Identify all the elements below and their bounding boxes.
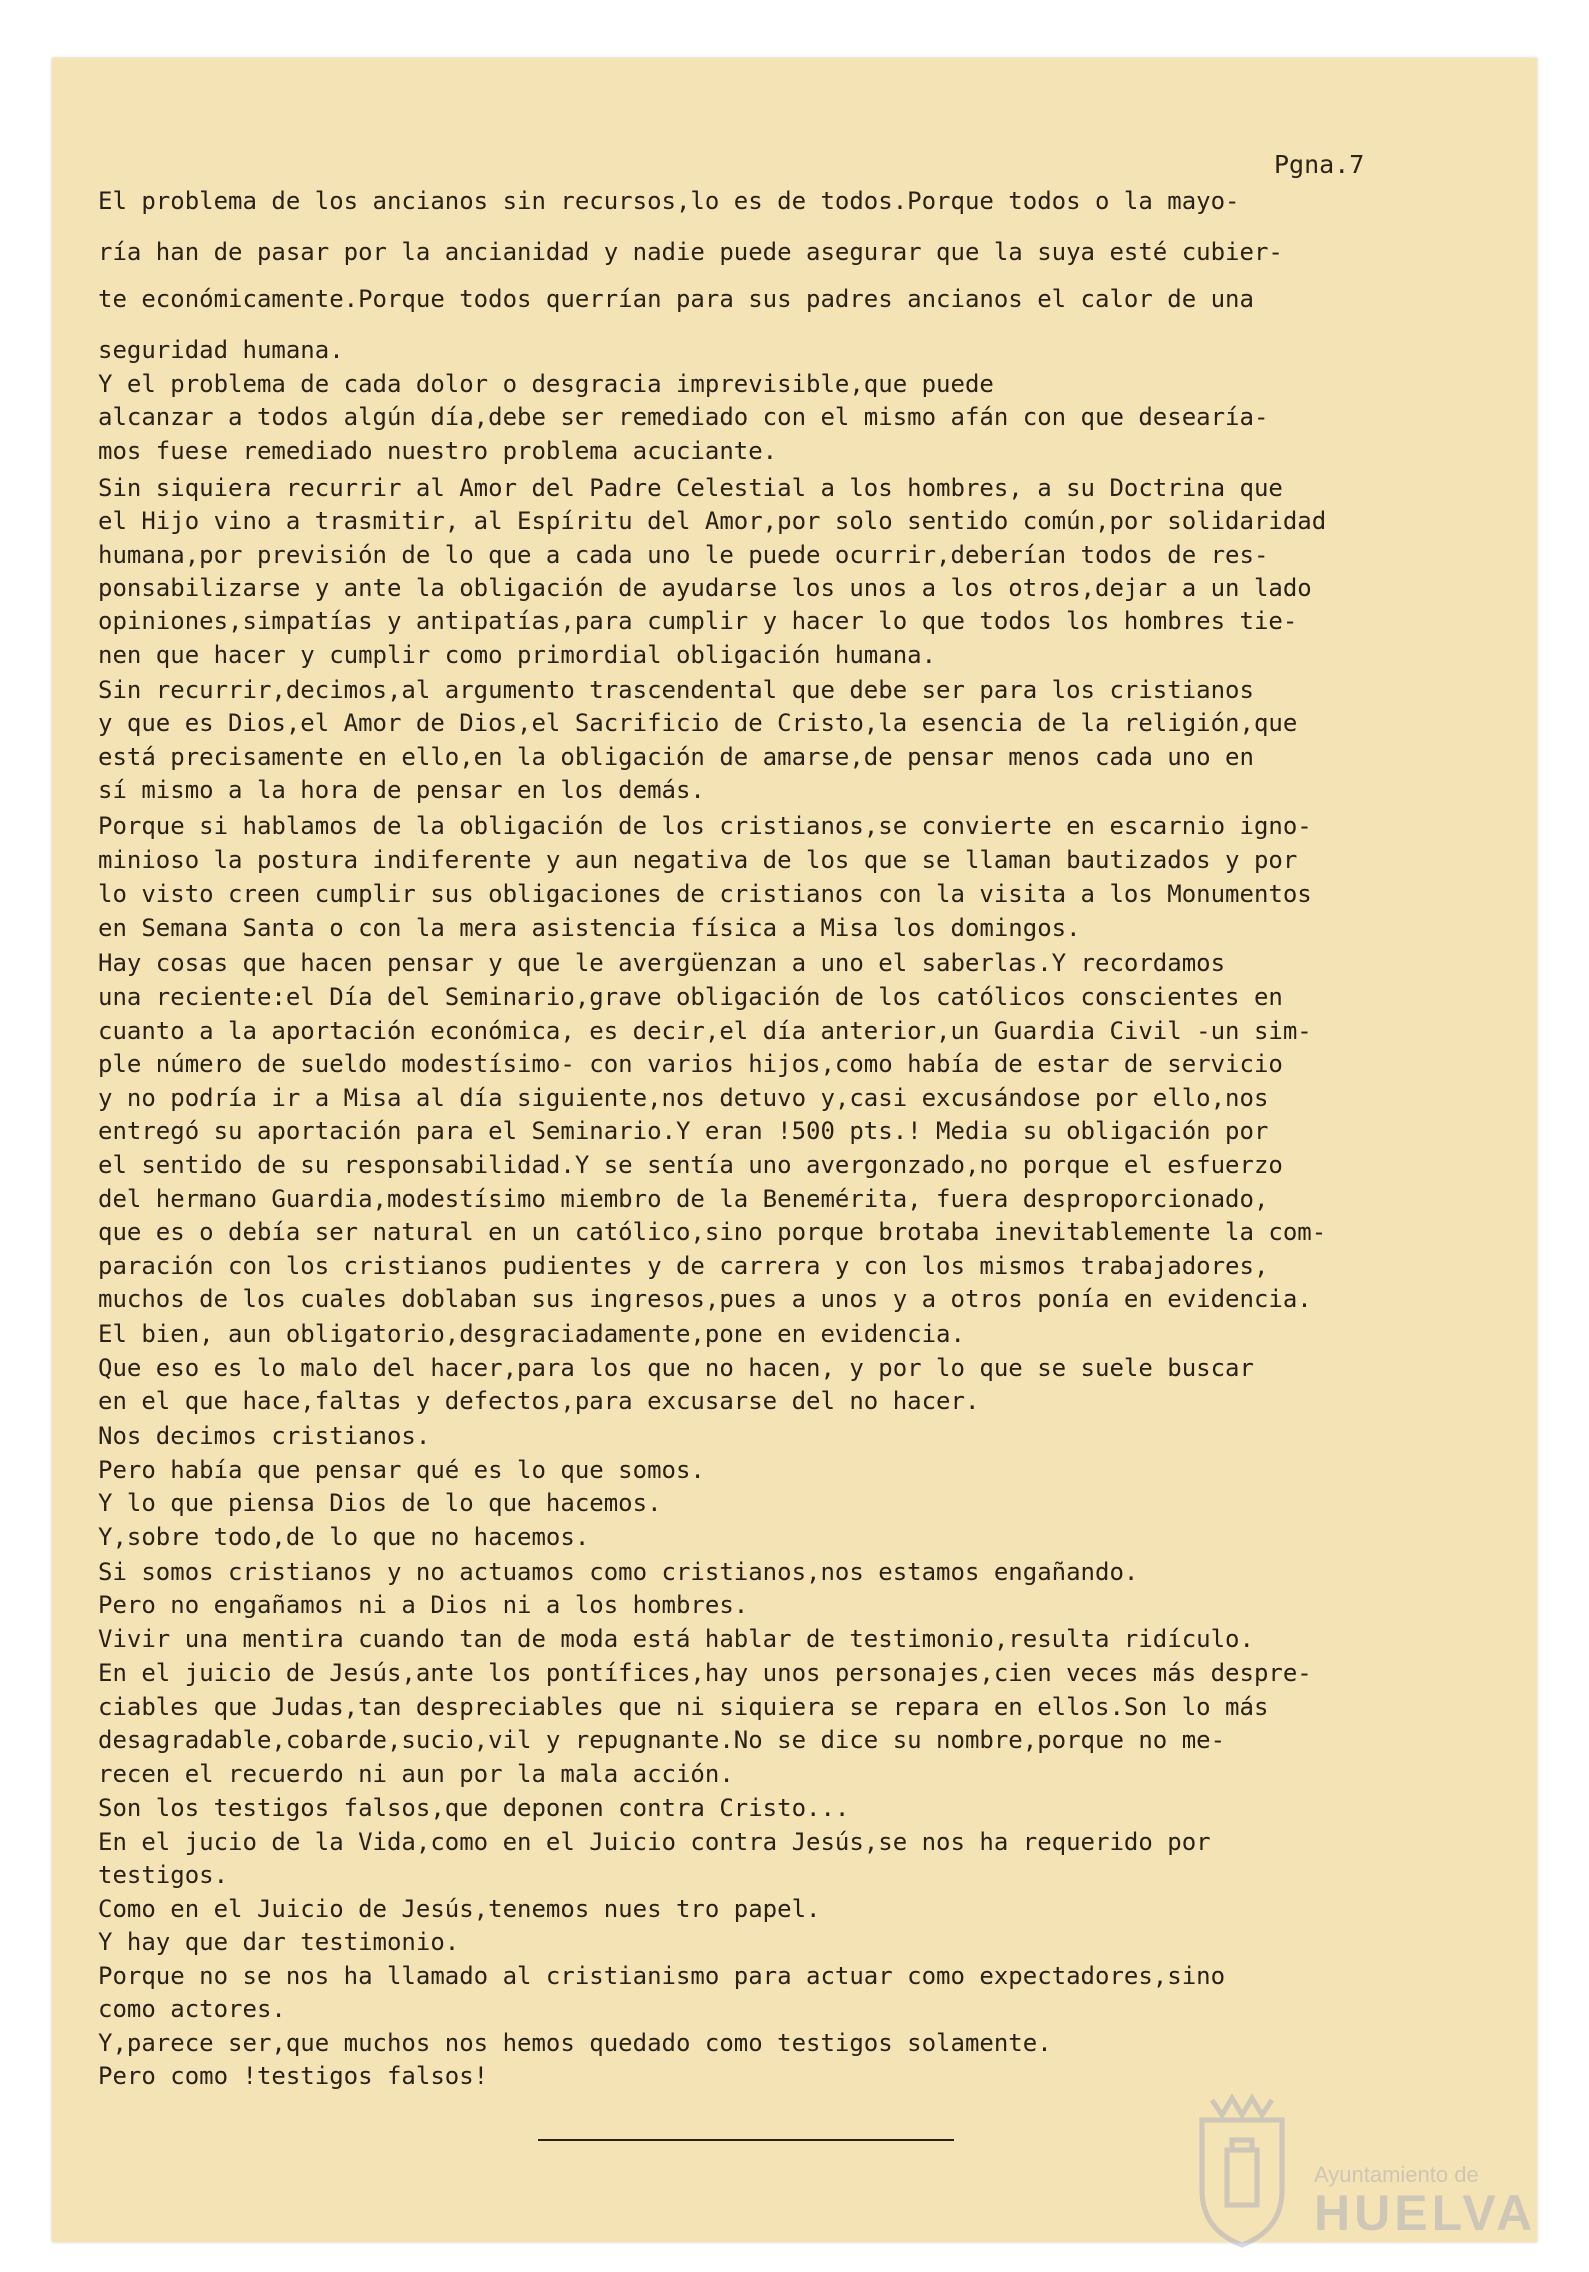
text-line: lo visto creen cumplir sus obligaciones de cristianos con la visita a los Monumentos — [98, 880, 1312, 908]
text-line: Porque si hablamos de la obligación de los cristianos,se convierte en escarnio igno- — [98, 812, 1312, 840]
text-line: que es o debía ser natural en un católico,sino porque brotaba inevitablemente la com- — [98, 1218, 1327, 1246]
text-line: Pero como !testigos falsos! — [98, 2062, 489, 2090]
text-line: nen que hacer y cumplir como primordial obligación humana. — [98, 641, 937, 669]
watermark-line1: Ayuntamiento de — [1314, 2162, 1479, 2187]
text-line: Porque no se nos ha llamado al cristianismo para actuar como expectadores,sino — [98, 1962, 1226, 1990]
text-line: como actores. — [98, 1995, 286, 2023]
text-line: opiniones,simpatías y antipatías,para cumplir y hacer lo que todos los hombres tie- — [98, 607, 1298, 635]
text-line: en el que hace,faltas y defectos,para excusarse del no hacer. — [98, 1387, 980, 1415]
text-line: ple número de sueldo modestísimo- con varios hijos,como había de estar de servicio — [98, 1050, 1283, 1078]
closing-rule — [538, 2139, 954, 2141]
text-line: Vivir una mentira cuando tan de moda está hablar de testimonio,resulta ridículo. — [98, 1625, 1254, 1653]
text-line: testigos. — [98, 1861, 229, 1889]
text-line: Como en el Juicio de Jesús,tenemos nues tro papel. — [98, 1895, 821, 1923]
text-line: Pero había que pensar qué es lo que somos. — [98, 1456, 705, 1484]
text-line: El problema de los ancianos sin recursos,lo es de todos.Porque todos o la mayo- — [98, 187, 1240, 215]
text-line: cuanto a la aportación económica, es decir,el día anterior,un Guardia Civil -un sim- — [98, 1017, 1312, 1045]
watermark — [1172, 2080, 1537, 2250]
text-line: y no podría ir a Misa al día siguiente,nos detuvo y,casi excusándose por ello,nos — [98, 1084, 1269, 1112]
text-line: Y,sobre todo,de lo que no hacemos. — [98, 1523, 590, 1551]
text-line: Hay cosas que hacen pensar y que le avergüenzan a uno el saberlas.Y recordamos — [98, 949, 1226, 977]
text-line: Y el problema de cada dolor o desgracia imprevisible,que puede — [98, 370, 994, 398]
text-line: humana,por previsión de lo que a cada uno le puede ocurrir,deberían todos de res- — [98, 541, 1269, 569]
text-line: En el jucio de la Vida,como en el Juicio contra Jesús,se nos ha requerido por — [98, 1828, 1211, 1856]
text-line: recen el recuerdo ni aun por la mala acción. — [98, 1760, 734, 1788]
coat-of-arms-icon — [1182, 2080, 1302, 2250]
text-line: el Hijo vino a trasmitir, al Espíritu del Amor,por solo sentido común,por solidaridad — [98, 507, 1327, 535]
text-line: minioso la postura indiferente y aun negativa de los que se llaman bautizados y por — [98, 846, 1298, 874]
text-line: una reciente:el Día del Seminario,grave obligación de los católicos conscientes en — [98, 983, 1283, 1011]
text-line: Son los testigos falsos,que deponen contra Cristo... — [98, 1794, 850, 1822]
text-line: ría han de pasar por la ancianidad y nadie puede asegurar que la suya esté cubier- — [98, 238, 1283, 266]
text-line: El bien, aun obligatorio,desgraciadamente,pone en evidencia. — [98, 1320, 965, 1348]
text-line: Y,parece ser,que muchos nos hemos quedado como testigos solamente. — [98, 2029, 1052, 2057]
text-line: está precisamente en ello,en la obligación de amarse,de pensar menos cada uno en — [98, 743, 1254, 771]
text-line: Y hay que dar testimonio. — [98, 1928, 460, 1956]
text-line: Que eso es lo malo del hacer,para los que no hacen, y por lo que se suele buscar — [98, 1354, 1254, 1382]
text-line: Nos decimos cristianos. — [98, 1422, 431, 1450]
text-line: desagradable,cobarde,sucio,vil y repugnante.No se dice su nombre,porque no me- — [98, 1726, 1226, 1754]
text-line: Sin recurrir,decimos,al argumento trascendental que debe ser para los cristianos — [98, 676, 1254, 704]
text-line: y que es Dios,el Amor de Dios,el Sacrificio de Cristo,la esencia de la religión,que — [98, 709, 1298, 737]
text-line: mos fuese remediado nuestro problema acuciante. — [98, 437, 778, 465]
text-line: en Semana Santa o con la mera asistencia física a Misa los domingos. — [98, 914, 1081, 942]
text-line: alcanzar a todos algún día,debe ser remediado con el mismo afán con que desearía- — [98, 403, 1269, 431]
text-line: ciables que Judas,tan despreciables que ni siquiera se repara en ellos.Son lo más — [98, 1693, 1269, 1721]
page-number: Pgna.7 — [1274, 150, 1365, 179]
text-line: seguridad humana. — [98, 336, 344, 364]
text-line: del hermano Guardia,modestísimo miembro de la Benemérita, fuera desproporcionado, — [98, 1185, 1269, 1213]
text-line: ponsabilizarse y ante la obligación de ayudarse los unos a los otros,dejar a un lado — [98, 574, 1312, 602]
text-line: En el juicio de Jesús,ante los pontífices,hay unos personajes,cien veces más despre- — [98, 1659, 1312, 1687]
text-line: Si somos cristianos y no actuamos como cristianos,nos estamos engañando. — [98, 1558, 1139, 1586]
text-line: paración con los cristianos pudientes y de carrera y con los mismos trabajadores, — [98, 1252, 1269, 1280]
text-line: muchos de los cuales doblaban sus ingresos,pues a unos y a otros ponía en evidencia. — [98, 1285, 1312, 1313]
text-line: Pero no engañamos ni a Dios ni a los hombres. — [98, 1591, 749, 1619]
text-line: Y lo que piensa Dios de lo que hacemos. — [98, 1489, 662, 1517]
text-line: Sin siquiera recurrir al Amor del Padre Celestial a los hombres, a su Doctrina que — [98, 474, 1283, 502]
text-line: el sentido de su responsabilidad.Y se sentía uno avergonzado,no porque el esfuerzo — [98, 1151, 1283, 1179]
watermark-line2: HUELVA — [1314, 2185, 1537, 2241]
text-line: sí mismo a la hora de pensar en los demás. — [98, 776, 705, 804]
text-line: te económicamente.Porque todos querrían para sus padres ancianos el calor de una — [98, 285, 1254, 313]
text-line: entregó su aportación para el Seminario.Y eran !500 pts.! Media su obligación por — [98, 1117, 1269, 1145]
